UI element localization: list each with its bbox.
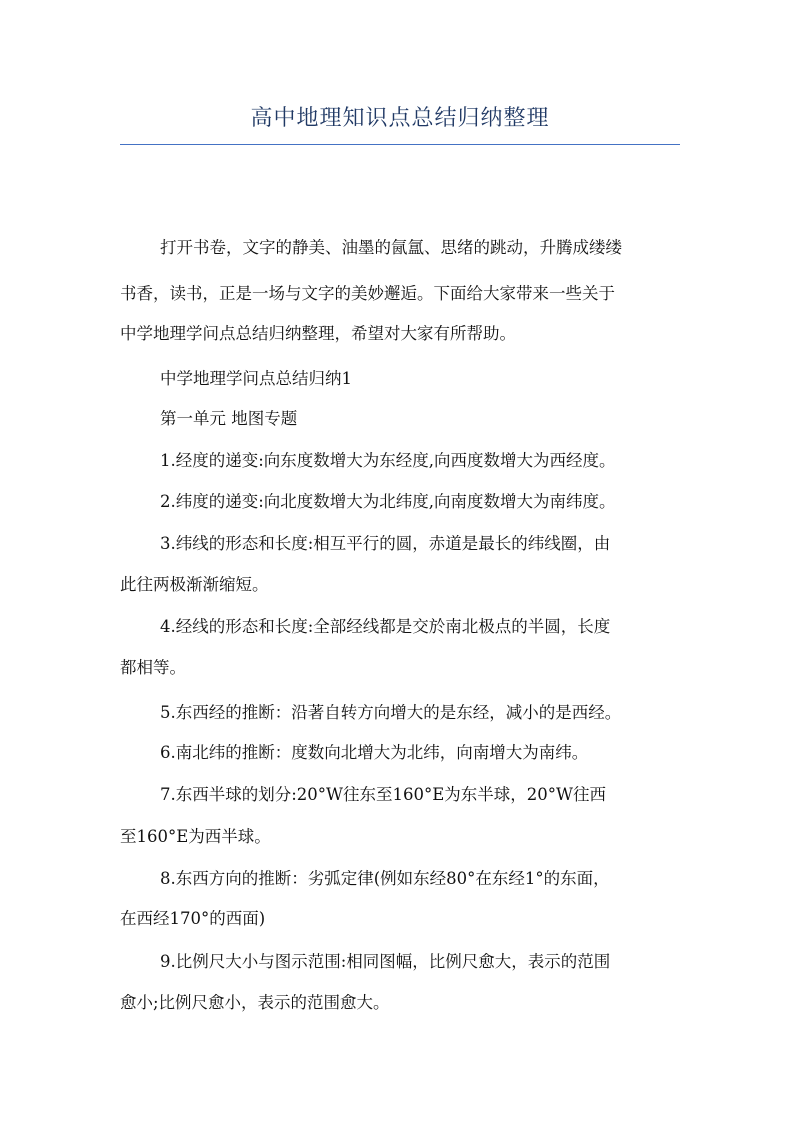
- item-7-line-2: 至160°E为西半球。: [120, 827, 271, 846]
- title-underline: [120, 144, 680, 145]
- intro-line-1: 打开书卷，文字的静美、油墨的氤氲、思绪的跳动，升腾成缕缕: [160, 238, 622, 257]
- item-4-line-1: 4.经线的形态和长度:全部经线都是交於南北极点的半圆，长度: [160, 617, 611, 636]
- unit-heading: 第一单元 地图专题: [160, 409, 298, 428]
- intro-line-2: 书香，读书，正是一场与文字的美妙邂逅。下面给大家带来一些关于: [120, 284, 615, 303]
- section-heading: 中学地理学问点总结归纳1: [160, 369, 352, 388]
- item-3-line-2: 此往两极渐渐缩短。: [120, 575, 269, 594]
- item-8-line-2: 在西经170°的西面): [120, 909, 266, 928]
- item-1: 1.经度的递变:向东度数增大为东经度,向西度数增大为西经度。: [160, 451, 616, 470]
- item-8-line-1: 8.东西方向的推断：劣弧定律(例如东经80°在东经1°的东面，: [160, 869, 610, 888]
- document-title: 高中地理知识点总结归纳整理: [250, 106, 550, 131]
- item-3-line-1: 3.纬线的形态和长度:相互平行的圆，赤道是最长的纬线圈，由: [160, 534, 611, 553]
- item-4-line-2: 都相等。: [120, 658, 186, 677]
- item-9-line-1: 9.比例尺大小与图示范围:相同图幅，比例尺愈大，表示的范围: [160, 952, 611, 971]
- item-2: 2.纬度的递变:向北度数增大为北纬度,向南度数增大为南纬度。: [160, 492, 616, 511]
- intro-line-3: 中学地理学问点总结归纳整理，希望对大家有所帮助。: [120, 324, 516, 343]
- item-7-line-1: 7.东西半球的划分:20°W往东至160°E为东半球，20°W往西: [160, 785, 606, 804]
- item-6: 6.南北纬的推断：度数向北增大为北纬，向南增大为南纬。: [160, 743, 589, 762]
- item-9-line-2: 愈小;比例尺愈小，表示的范围愈大。: [120, 993, 390, 1012]
- item-5: 5.东西经的推断：沿著自转方向增大的是东经，减小的是西经。: [160, 703, 622, 722]
